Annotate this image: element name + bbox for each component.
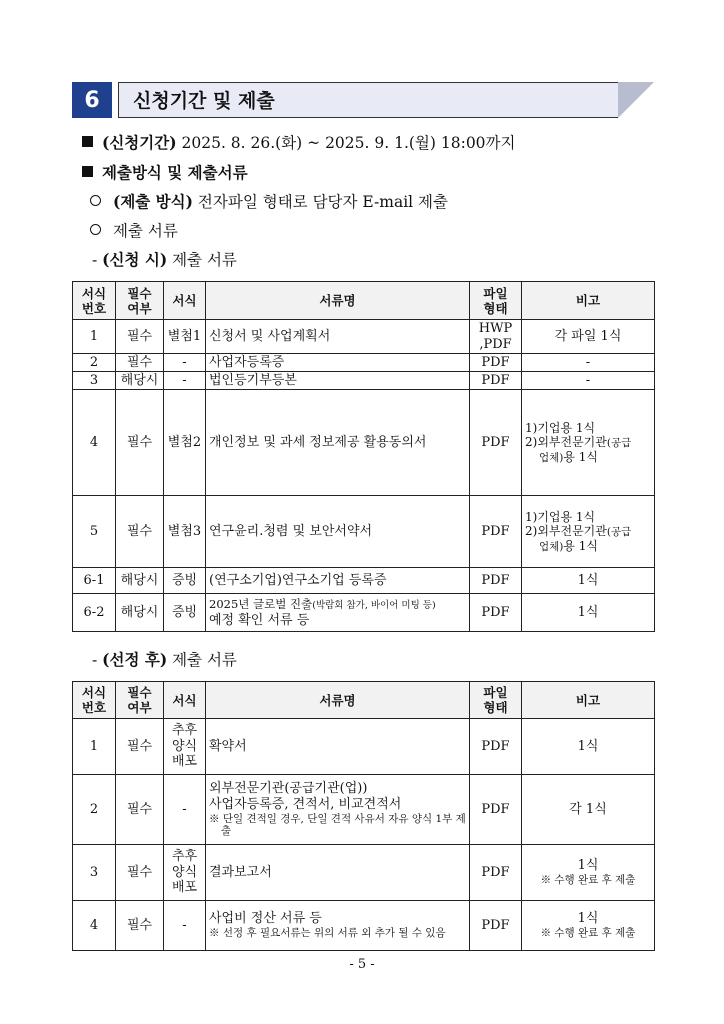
cell-remark: 각 1식 — [522, 775, 655, 845]
page-number: - 5 - — [349, 957, 375, 972]
cell-name — [206, 594, 470, 632]
name-part: 예정 확인 서류 등 — [209, 612, 310, 628]
sub1-text: 제출 서류 — [167, 251, 237, 269]
cell-file: PDF — [470, 568, 522, 594]
remark-text: 2)외부전문기관 — [525, 524, 607, 539]
table-row — [73, 496, 655, 568]
header-doc-name: 서류명 — [206, 282, 470, 320]
cell-name: 사업자등록증 — [206, 354, 470, 372]
cell-file: PDF — [470, 354, 522, 372]
remark-value: 1식 — [577, 858, 599, 874]
table-row — [73, 775, 655, 845]
cell-form: 추후 양식 배포 — [164, 719, 206, 775]
cell-name: (연구소기업)연구소기업 등록증 — [206, 568, 470, 594]
cell-file: PDF — [470, 390, 522, 496]
cell-file: PDF — [470, 719, 522, 775]
header-required: 필수 여부 — [116, 682, 164, 719]
cell-no: 6-2 — [73, 594, 116, 632]
cell-remark — [522, 390, 655, 496]
cell-remark: 1식 — [522, 568, 655, 594]
cell-file: PDF — [470, 901, 522, 951]
cell-name: 확약서 — [206, 719, 470, 775]
section-number: 6 — [72, 82, 112, 118]
cell-name: 개인정보 및 과세 정보제공 활용동의서 — [206, 390, 470, 496]
cell-req: 해당시 — [116, 594, 164, 632]
cell-no: 3 — [73, 372, 116, 390]
remark-text: 용 1식 — [563, 538, 599, 553]
period-line — [82, 131, 516, 153]
cell-no: 4 — [73, 901, 116, 951]
application-docs-table — [72, 281, 655, 632]
section-title: 신청기간 및 제출 — [133, 90, 275, 112]
cell-form: 별첨1 — [164, 320, 206, 354]
period-label: (신청기간) — [102, 133, 177, 152]
table-row — [73, 390, 655, 496]
name-note: ※ 단일 견적일 경우, 단일 견적 사유서 자유 양식 1부 제출 — [209, 812, 466, 838]
cell-no: 2 — [73, 775, 116, 845]
cell-req: 필수 — [116, 719, 164, 775]
cell-form: - — [164, 354, 206, 372]
name-part: 2025년 글로벌 진출 — [209, 596, 313, 611]
method-text: 전자파일 형태로 담당자 E-mail 제출 — [197, 193, 448, 211]
docs-heading: 제출 서류 — [113, 222, 178, 240]
remark-value: 1식 — [577, 911, 599, 927]
square-bullet-icon — [82, 166, 93, 177]
header-file-type: 파일 형태 — [470, 682, 522, 719]
remark-small: (공급 — [606, 526, 632, 539]
period-text: 2025. 8. 26.(화) ~ 2025. 9. 1.(월) 18:00까지 — [181, 134, 516, 152]
header-form-no: 서식 번호 — [73, 682, 116, 719]
cell-file: PDF — [470, 496, 522, 568]
cell-name: 결과보고서 — [206, 845, 470, 901]
table-row — [73, 594, 655, 632]
cell-req: 필수 — [116, 901, 164, 951]
header-doc-name: 서류명 — [206, 682, 470, 719]
sub2-label: (선정 후) — [102, 650, 168, 669]
header-required: 필수 여부 — [116, 282, 164, 320]
cell-req: 해당시 — [116, 372, 164, 390]
remark-small: 업체) — [539, 540, 564, 553]
cell-no: 5 — [73, 496, 116, 568]
cell-remark — [522, 496, 655, 568]
cell-form: - — [164, 372, 206, 390]
cell-remark: 1식 — [522, 594, 655, 632]
table-row — [73, 901, 655, 951]
cell-req: 필수 — [116, 320, 164, 354]
header-file-type: 파일 형태 — [470, 282, 522, 320]
cell-req: 필수 — [116, 775, 164, 845]
cell-form: 별첨2 — [164, 390, 206, 496]
table-row — [73, 354, 655, 372]
method-line — [90, 190, 448, 212]
table-row — [73, 568, 655, 594]
remark-line: 1)기업용 1식 — [525, 509, 596, 524]
table-row — [73, 320, 655, 354]
name-line: 사업자등록증, 견적서, 비교견적서 — [209, 796, 402, 812]
cell-req: 필수 — [116, 845, 164, 901]
cell-file: PDF — [470, 775, 522, 845]
cell-name — [206, 901, 470, 951]
cell-form: - — [164, 775, 206, 845]
page-fold-decoration — [618, 82, 654, 118]
table-header-row — [73, 282, 655, 320]
remark-line — [525, 524, 651, 539]
remark-note: ※ 수행 완료 후 제출 — [540, 874, 636, 886]
remark-small: (공급 — [606, 437, 632, 450]
cell-file: HWP ,PDF — [470, 320, 522, 354]
submission-heading-line — [82, 161, 248, 183]
name-line: 사업비 정산 서류 등 — [209, 911, 322, 927]
section-title-box — [118, 82, 654, 118]
name-line: 외부전문기관(공급기관(업)) — [209, 781, 368, 797]
circle-bullet-icon — [90, 195, 101, 206]
cell-req: 해당시 — [116, 568, 164, 594]
cell-name: 연구윤리.청렴 및 보안서약서 — [206, 496, 470, 568]
cell-form: 증빙 — [164, 568, 206, 594]
header-remark: 비고 — [522, 682, 655, 719]
remark-text: 용 1식 — [563, 449, 599, 464]
section-header — [72, 82, 654, 118]
dash-prefix: - — [92, 251, 103, 269]
cell-remark — [522, 845, 655, 901]
name-part-small: (박람회 참가, 바이어 미팅 등) — [312, 599, 436, 611]
cell-form: 추후 양식 배포 — [164, 845, 206, 901]
header-form-no: 서식 번호 — [73, 282, 116, 320]
remark-line — [525, 539, 651, 554]
name-note: ※ 선정 후 필요서류는 위의 서류 외 추가 될 수 있음 — [209, 927, 446, 939]
cell-remark: - — [522, 372, 655, 390]
header-form: 서식 — [164, 682, 206, 719]
cell-no: 2 — [73, 354, 116, 372]
post-selection-docs-table — [72, 681, 655, 951]
remark-line — [525, 450, 651, 465]
cell-no: 1 — [73, 719, 116, 775]
docs-heading-line — [90, 219, 178, 241]
cell-no: 3 — [73, 845, 116, 901]
cell-req: 필수 — [116, 354, 164, 372]
circle-bullet-icon — [90, 224, 101, 235]
sub2-line — [92, 648, 237, 670]
sub2-text: 제출 서류 — [167, 651, 237, 669]
cell-req: 필수 — [116, 496, 164, 568]
cell-no: 1 — [73, 320, 116, 354]
cell-form: 별첨3 — [164, 496, 206, 568]
header-form: 서식 — [164, 282, 206, 320]
table-row — [73, 372, 655, 390]
remark-line — [525, 435, 651, 450]
table-row — [73, 719, 655, 775]
square-bullet-icon — [82, 136, 93, 147]
cell-form: 증빙 — [164, 594, 206, 632]
method-label: (제출 방식) — [113, 192, 193, 211]
table-header-row — [73, 682, 655, 719]
cell-remark: 각 파일 1식 — [522, 320, 655, 354]
cell-file: PDF — [470, 594, 522, 632]
cell-name: 법인등기부등본 — [206, 372, 470, 390]
cell-no: 4 — [73, 390, 116, 496]
cell-remark: - — [522, 354, 655, 372]
remark-text: 2)외부전문기관 — [525, 435, 607, 450]
cell-name: 신청서 및 사업계획서 — [206, 320, 470, 354]
sub1-label: (신청 시) — [102, 250, 168, 269]
cell-remark — [522, 901, 655, 951]
remark-line: 1)기업용 1식 — [525, 420, 596, 435]
cell-no: 6-1 — [73, 568, 116, 594]
sub1-line — [92, 248, 237, 270]
submission-heading: 제출방식 및 제출서류 — [102, 163, 248, 182]
cell-file: PDF — [470, 845, 522, 901]
remark-note: ※ 수행 완료 후 제출 — [540, 927, 636, 939]
cell-remark: 1식 — [522, 719, 655, 775]
cell-name — [206, 775, 470, 845]
remark-small: 업체) — [539, 451, 564, 464]
table-row — [73, 845, 655, 901]
header-remark: 비고 — [522, 282, 655, 320]
dash-prefix: - — [92, 651, 103, 669]
cell-file: PDF — [470, 372, 522, 390]
cell-form: - — [164, 901, 206, 951]
cell-req: 필수 — [116, 390, 164, 496]
